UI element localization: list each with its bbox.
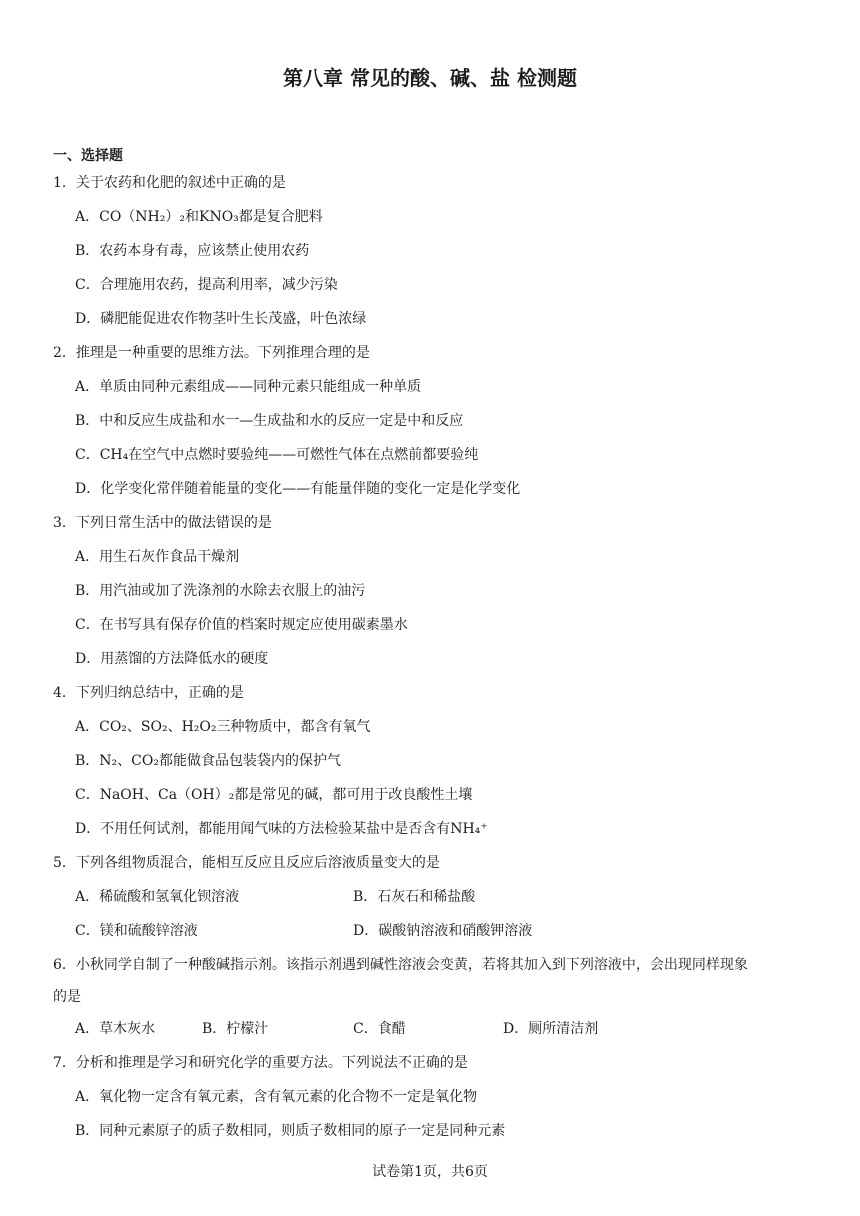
question-5-stem: 5．下列各组物质混合，能相互反应且反应后溶液质量变大的是 — [53, 855, 440, 871]
question-6-option-c: C．食醋 — [353, 1021, 406, 1037]
question-5-option-d: D．碳酸钠溶液和硝酸钾溶液 — [353, 923, 533, 939]
question-5-option-c: C．镁和硫酸锌溶液 — [75, 923, 198, 939]
question-7-option-a: A．氧化物一定含有氧元素，含有氧元素的化合物不一定是氧化物 — [75, 1089, 478, 1105]
question-5-option-a: A．稀硫酸和氢氧化钡溶液 — [75, 889, 240, 905]
question-2-option-d: D．化学变化常伴随着能量的变化——有能量伴随的变化一定是化学变化 — [75, 481, 521, 497]
question-3-option-b: B．用汽油或加了洗涤剂的水除去衣服上的油污 — [75, 583, 366, 599]
question-7-stem: 7．分析和推理是学习和研究化学的重要方法。下列说法不正确的是 — [53, 1055, 468, 1071]
question-3-option-a: A．用生石灰作食品干燥剂 — [75, 549, 240, 565]
question-2-option-a: A．单质由同种元素组成——同种元素只能组成一种单质 — [75, 379, 422, 395]
question-5-option-b: B．石灰石和稀盐酸 — [353, 889, 476, 905]
question-3-option-d: D．用蒸馏的方法降低水的硬度 — [75, 651, 269, 667]
question-6-option-a: A．草木灰水 — [75, 1021, 156, 1037]
question-6-stem-continued: 的是 — [53, 989, 81, 1005]
question-1-stem: 1．关于农药和化肥的叙述中正确的是 — [53, 175, 286, 191]
question-1-option-b: B．农药本身有毒，应该禁止使用农药 — [75, 243, 310, 259]
question-4-stem: 4．下列归纳总结中，正确的是 — [53, 685, 244, 701]
question-6-stem: 6．小秋同学自制了一种酸碱指示剂。该指示剂遇到碱性溶液会变黄，若将其加入到下列溶液中，会出现同样现象 — [53, 957, 748, 973]
page-title: 第八章 常见的酸、碱、盐 检测题 — [283, 66, 577, 90]
question-4-option-d: D．不用任何试剂，都能用闻气味的方法检验某盐中是否含有NH₄⁺ — [75, 821, 488, 837]
question-2-stem: 2．推理是一种重要的思维方法。下列推理合理的是 — [53, 345, 370, 361]
question-1-option-d: D．磷肥能促进农作物茎叶生长茂盛，叶色浓绿 — [75, 311, 367, 327]
question-4-option-a: A．CO₂、SO₂、H₂O₂三种物质中，都含有氧气 — [75, 719, 371, 735]
question-3-stem: 3．下列日常生活中的做法错误的是 — [53, 515, 272, 531]
section-heading: 一、选择题 — [53, 148, 123, 164]
question-4-option-c: C．NaOH、Ca（OH）₂都是常见的碱，都可用于改良酸性土壤 — [75, 787, 473, 803]
question-2-option-b: B．中和反应生成盐和水一—生成盐和水的反应一定是中和反应 — [75, 413, 464, 429]
question-3-option-c: C．在书写具有保存价值的档案时规定应使用碳素墨水 — [75, 617, 408, 633]
question-7-option-b: B．同种元素原子的质子数相同，则质子数相同的原子一定是同种元素 — [75, 1123, 506, 1139]
question-1-option-c: C．合理施用农药，提高利用率，减少污染 — [75, 277, 338, 293]
page-footer: 试卷第1页，共6页 — [372, 1164, 488, 1180]
question-2-option-c: C．CH₄在空气中点燃时要验纯——可燃性气体在点燃前都要验纯 — [75, 447, 479, 463]
question-6-option-d: D．厕所清洁剂 — [503, 1021, 599, 1037]
question-4-option-b: B．N₂、CO₂都能做食品包装袋内的保护气 — [75, 753, 341, 769]
question-1-option-a: A．CO（NH₂）₂和KNO₃都是复合肥料 — [75, 209, 323, 225]
question-6-option-b: B．柠檬汁 — [202, 1021, 269, 1037]
